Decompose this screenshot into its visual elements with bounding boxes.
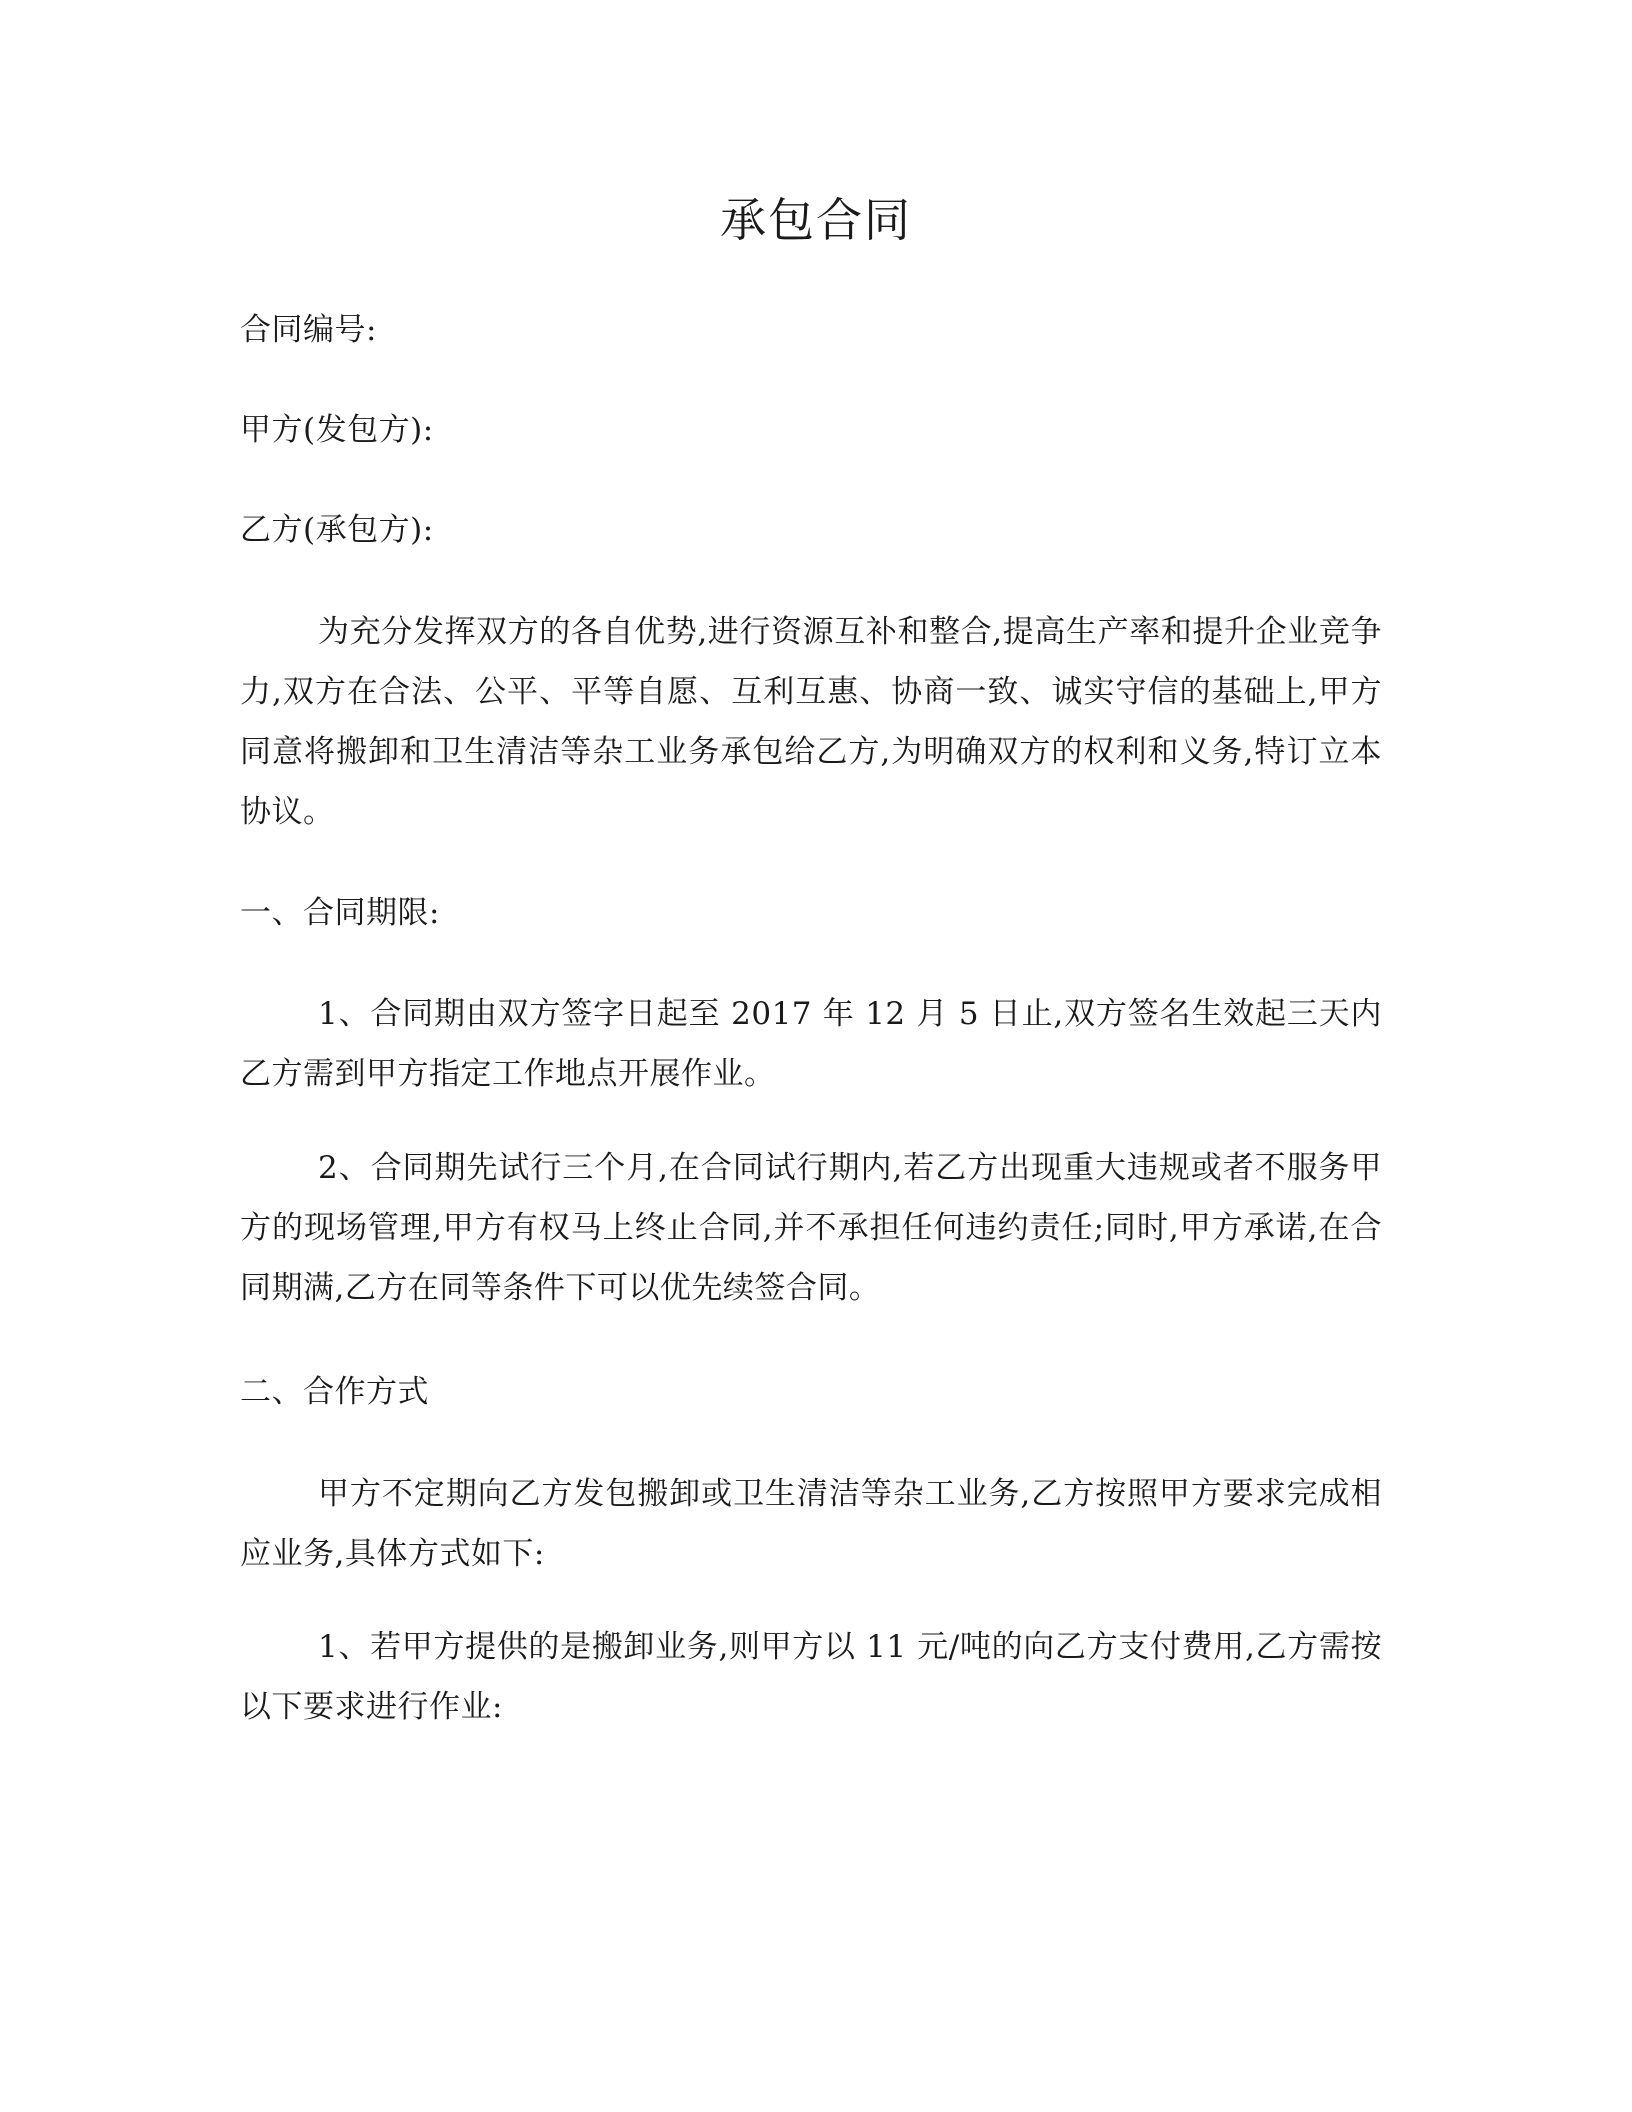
- document-title: 承包合同: [720, 193, 912, 247]
- section-2-intro: 甲方不定期向乙方发包搬卸或卫生清洁等杂工业务,乙方按照甲方要求完成相应业务,具体方式如下:: [240, 1476, 1382, 1572]
- section-2-item-1: 1、若甲方提供的是搬卸业务,则甲方以 11 元/吨的向乙方支付费用,乙方需按以下要求进行作业:: [240, 1629, 1382, 1725]
- party-a-label: 甲方(发包方):: [240, 412, 434, 448]
- section-1-heading: 一、合同期限:: [240, 895, 440, 931]
- section-1-item-1: 1、合同期由双方签字日起至 2017 年 12 月 5 日止,双方签名生效起三天内乙方需到甲方指定工作地点开展作业。: [240, 996, 1382, 1092]
- intro-paragraph: 为充分发挥双方的各自优势,进行资源互补和整合,提高生产率和提升企业竞争力,双方在合法、公平、平等自愿、互利互惠、协商一致、诚实守信的基础上,甲方同意将搬卸和卫生清洁等杂工业务承包给乙方,为明确双方的权利和义务,特订立本协议。: [240, 614, 1382, 830]
- party-b-label: 乙方(承包方):: [240, 512, 434, 548]
- contract-number-label: 合同编号:: [240, 312, 377, 348]
- section-2-heading: 二、合作方式: [240, 1374, 429, 1410]
- section-1-item-2: 2、合同期先试行三个月,在合同试行期内,若乙方出现重大违规或者不服务甲方的现场管理,甲方有权马上终止合同,并不承担任何违约责任;同时,甲方承诺,在合同期满,乙方在同等条件下可以优先续签合同。: [240, 1150, 1382, 1306]
